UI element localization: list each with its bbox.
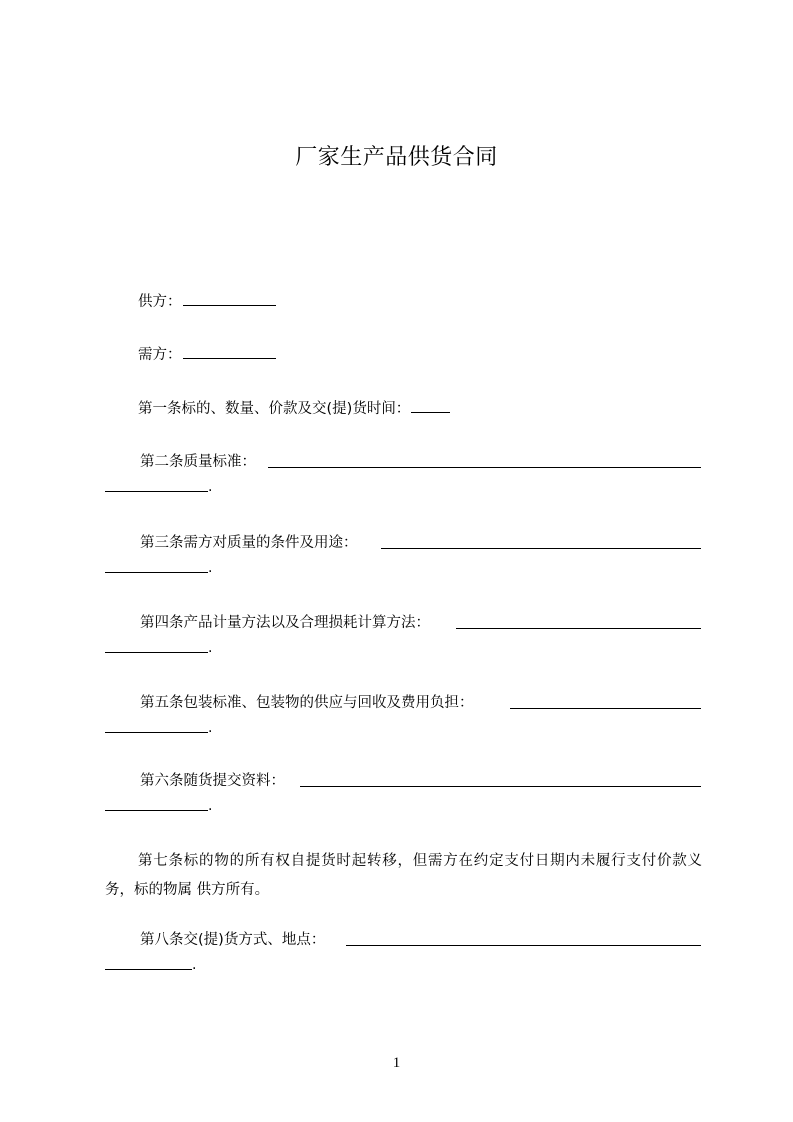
clause-3-end: . (208, 560, 213, 576)
document-title: 厂家生产品供货合同 (295, 145, 498, 170)
clause-6-blank-cont[interactable] (105, 810, 208, 811)
clause-1 (138, 398, 450, 419)
clause-2-blank[interactable] (268, 467, 701, 468)
clause-4-blank-cont[interactable] (105, 652, 208, 653)
clause-3-blank-cont[interactable] (105, 572, 208, 573)
buyer-line (138, 344, 276, 365)
page-number: 1 (392, 1055, 401, 1071)
clause-5-blank[interactable] (510, 708, 701, 709)
clause-4 (140, 613, 430, 633)
clause-3 (140, 533, 358, 553)
clause-4-end: . (208, 640, 213, 656)
clause-2-label: 第二条质量标准： (140, 454, 256, 470)
supplier-line (138, 291, 276, 312)
clause-5-blank-cont[interactable] (105, 732, 208, 733)
clause-7: 第七条标的物的所有权自提货时起转移，但需方在约定支付日期内未履行支付价款义务，标的物属 供方所有。 (105, 853, 702, 898)
clause-3-label: 第三条需方对质量的条件及用途： (140, 535, 358, 551)
buyer-label: 需方： (138, 347, 182, 363)
clause-8-blank[interactable] (346, 945, 701, 946)
buyer-blank[interactable] (183, 344, 276, 359)
clause-6-label: 第六条随货提交资料： (140, 773, 285, 789)
clause-8-end: . (192, 957, 197, 973)
clause-6-blank[interactable] (300, 786, 701, 787)
clause-6-end: . (208, 798, 213, 814)
clause-2-blank-cont[interactable] (105, 491, 208, 492)
clause-5-label: 第五条包装标准、包装物的供应与回收及费用负担： (140, 695, 474, 711)
clause-2 (140, 452, 256, 472)
clause-1-label: 第一条标的、数量、价款及交(提)货时间： (138, 401, 411, 417)
clause-4-blank[interactable] (456, 628, 701, 629)
clause-3-blank[interactable] (381, 548, 701, 549)
clause-5 (140, 693, 474, 713)
clause-6 (140, 771, 285, 791)
clause-1-blank[interactable] (411, 398, 450, 413)
clause-8-blank-cont[interactable] (105, 969, 192, 970)
clause-4-label: 第四条产品计量方法以及合理损耗计算方法： (140, 615, 430, 631)
clause-5-end: . (208, 720, 213, 736)
supplier-label: 供方： (138, 294, 182, 310)
supplier-blank[interactable] (183, 291, 276, 306)
clause-8 (140, 930, 325, 950)
clause-8-label: 第八条交(提)货方式、地点： (140, 932, 326, 948)
clause-2-end: . (208, 479, 213, 495)
